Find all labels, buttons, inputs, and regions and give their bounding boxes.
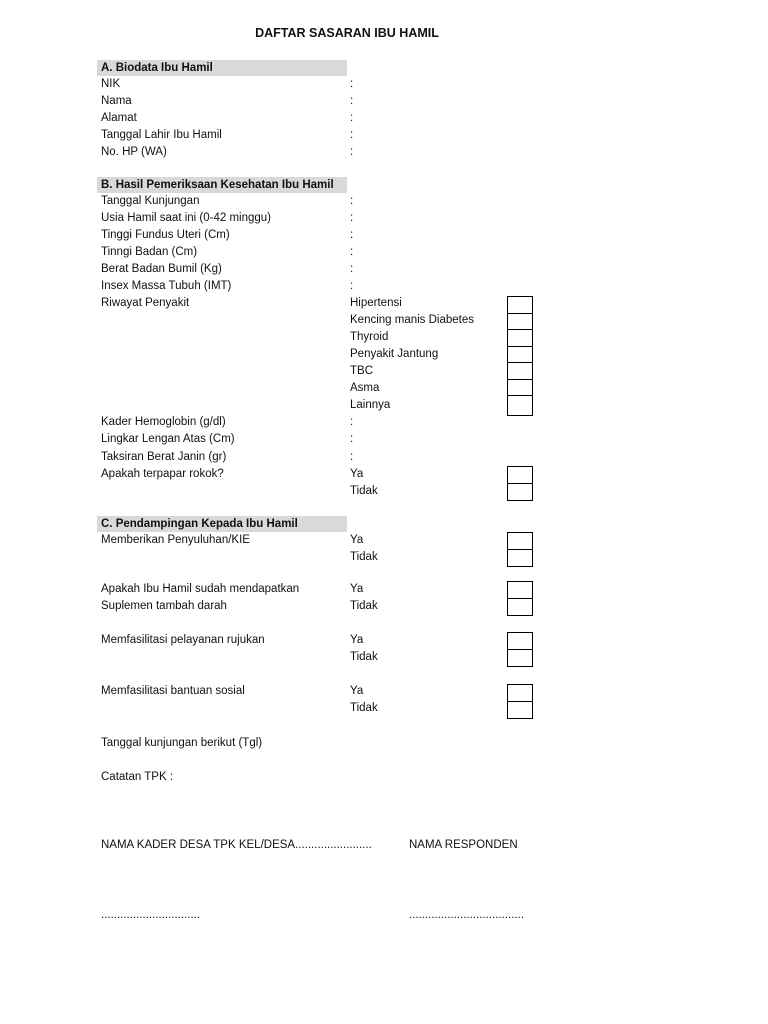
checkbox-kie-yes[interactable] — [507, 532, 533, 550]
rujukan-question: Memfasilitasi pelayanan rujukan — [101, 634, 265, 646]
section-b-heading: B. Hasil Pemeriksaan Kesehatan Ibu Hamil — [97, 177, 347, 193]
rujukan-no-label: Tidak — [350, 651, 378, 663]
signature-responden-line[interactable]: .................................... — [409, 909, 525, 921]
field-input-alamat[interactable]: : — [350, 112, 354, 124]
checkbox-tbc[interactable] — [507, 362, 533, 380]
field-input-usia-hamil[interactable]: : — [350, 212, 354, 224]
field-label-tanggal-kunjungan: Tanggal Kunjungan — [101, 195, 200, 207]
option-label-diabetes: Kencing manis Diabetes — [350, 314, 475, 326]
field-input-hemoglobin[interactable]: : — [350, 416, 354, 428]
field-label-usia-hamil: Usia Hamil saat ini (0-42 minggu) — [101, 212, 272, 224]
rokok-no-label: Tidak — [350, 485, 378, 497]
option-label-thyroid: Thyroid — [350, 331, 389, 343]
notes-label: Catatan TPK : — [101, 771, 174, 783]
field-label-berat-badan: Berat Badan Bumil (Kg) — [101, 263, 222, 275]
field-input-taksiran-berat[interactable]: : — [350, 451, 354, 463]
bansos-yes-label: Ya — [350, 685, 364, 697]
signature-responden-label: NAMA RESPONDEN — [409, 839, 518, 851]
signature-kader-line[interactable]: ............................... — [101, 909, 201, 921]
checkbox-diabetes[interactable] — [507, 313, 533, 331]
checkbox-asma[interactable] — [507, 379, 533, 397]
section-c-heading: C. Pendampingan Kepada Ibu Hamil — [97, 516, 347, 532]
checkbox-bansos-no[interactable] — [507, 701, 533, 719]
field-label-tinggi-fundus: Tinggi Fundus Uteri (Cm) — [101, 229, 230, 241]
field-label-lingkar-lengan: Lingkar Lengan Atas (Cm) — [101, 433, 235, 445]
checkbox-hipertensi[interactable] — [507, 296, 533, 314]
field-input-no-hp[interactable]: : — [350, 146, 354, 158]
checkbox-suplemen-yes[interactable] — [507, 581, 533, 599]
kie-question: Memberikan Penyuluhan/KIE — [101, 534, 250, 546]
field-input-tinggi-badan[interactable]: : — [350, 246, 354, 258]
checkbox-thyroid[interactable] — [507, 329, 533, 347]
bansos-no-label: Tidak — [350, 702, 378, 714]
suplemen-yes-label: Ya — [350, 583, 364, 595]
field-input-tinggi-fundus[interactable]: : — [350, 229, 354, 241]
rujukan-yes-label: Ya — [350, 634, 364, 646]
field-label-hemoglobin: Kader Hemoglobin (g/dl) — [101, 416, 226, 428]
page-title: DAFTAR SASARAN IBU HAMIL — [255, 26, 439, 40]
checkbox-suplemen-no[interactable] — [507, 598, 533, 616]
signature-kader-label: NAMA KADER DESA TPK KEL/DESA........................ — [101, 839, 372, 851]
field-label-nama: Nama — [101, 95, 132, 107]
field-label-alamat: Alamat — [101, 112, 137, 124]
field-input-berat-badan[interactable]: : — [350, 263, 354, 275]
field-label-nik: NIK — [101, 78, 121, 90]
section-a-heading: A. Biodata Ibu Hamil — [97, 60, 347, 76]
kie-no-label: Tidak — [350, 551, 378, 563]
bansos-question: Memfasilitasi bantuan sosial — [101, 685, 245, 697]
option-label-hipertensi: Hipertensi — [350, 297, 402, 309]
field-input-lingkar-lengan[interactable]: : — [350, 433, 354, 445]
next-visit-label: Tanggal kunjungan berikut (Tgl) — [101, 737, 263, 749]
field-label-tinggi-badan: Tinngi Badan (Cm) — [101, 246, 198, 258]
field-input-tanggal-kunjungan[interactable]: : — [350, 195, 354, 207]
field-label-taksiran-berat: Taksiran Berat Janin (gr) — [101, 451, 227, 463]
field-label-no-hp: No. HP (WA) — [101, 146, 167, 158]
checkbox-lainnya[interactable] — [507, 395, 533, 416]
field-label-tanggal-lahir: Tanggal Lahir Ibu Hamil — [101, 129, 222, 141]
kie-yes-label: Ya — [350, 534, 364, 546]
checkbox-rujukan-yes[interactable] — [507, 632, 533, 650]
field-input-nama[interactable]: : — [350, 95, 354, 107]
rokok-question: Apakah terpapar rokok? — [101, 468, 224, 480]
rokok-yes-label: Ya — [350, 468, 364, 480]
field-input-tanggal-lahir[interactable]: : — [350, 129, 354, 141]
suplemen-question-line2: Suplemen tambah darah — [101, 600, 227, 612]
checkbox-jantung[interactable] — [507, 346, 533, 364]
field-input-nik[interactable]: : — [350, 78, 354, 90]
checkbox-rokok-no[interactable] — [507, 483, 533, 501]
suplemen-no-label: Tidak — [350, 600, 378, 612]
field-label-imt: Insex Massa Tubuh (IMT) — [101, 280, 232, 292]
checkbox-bansos-yes[interactable] — [507, 684, 533, 702]
riwayat-penyakit-label: Riwayat Penyakit — [101, 297, 190, 309]
option-label-tbc: TBC — [350, 365, 373, 377]
field-input-imt[interactable]: : — [350, 280, 354, 292]
option-label-asma: Asma — [350, 382, 380, 394]
suplemen-question-line1: Apakah Ibu Hamil sudah mendapatkan — [101, 583, 300, 595]
option-label-lainnya: Lainnya — [350, 399, 391, 411]
checkbox-rokok-yes[interactable] — [507, 466, 533, 484]
checkbox-kie-no[interactable] — [507, 549, 533, 567]
option-label-jantung: Penyakit Jantung — [350, 348, 439, 360]
checkbox-rujukan-no[interactable] — [507, 649, 533, 667]
